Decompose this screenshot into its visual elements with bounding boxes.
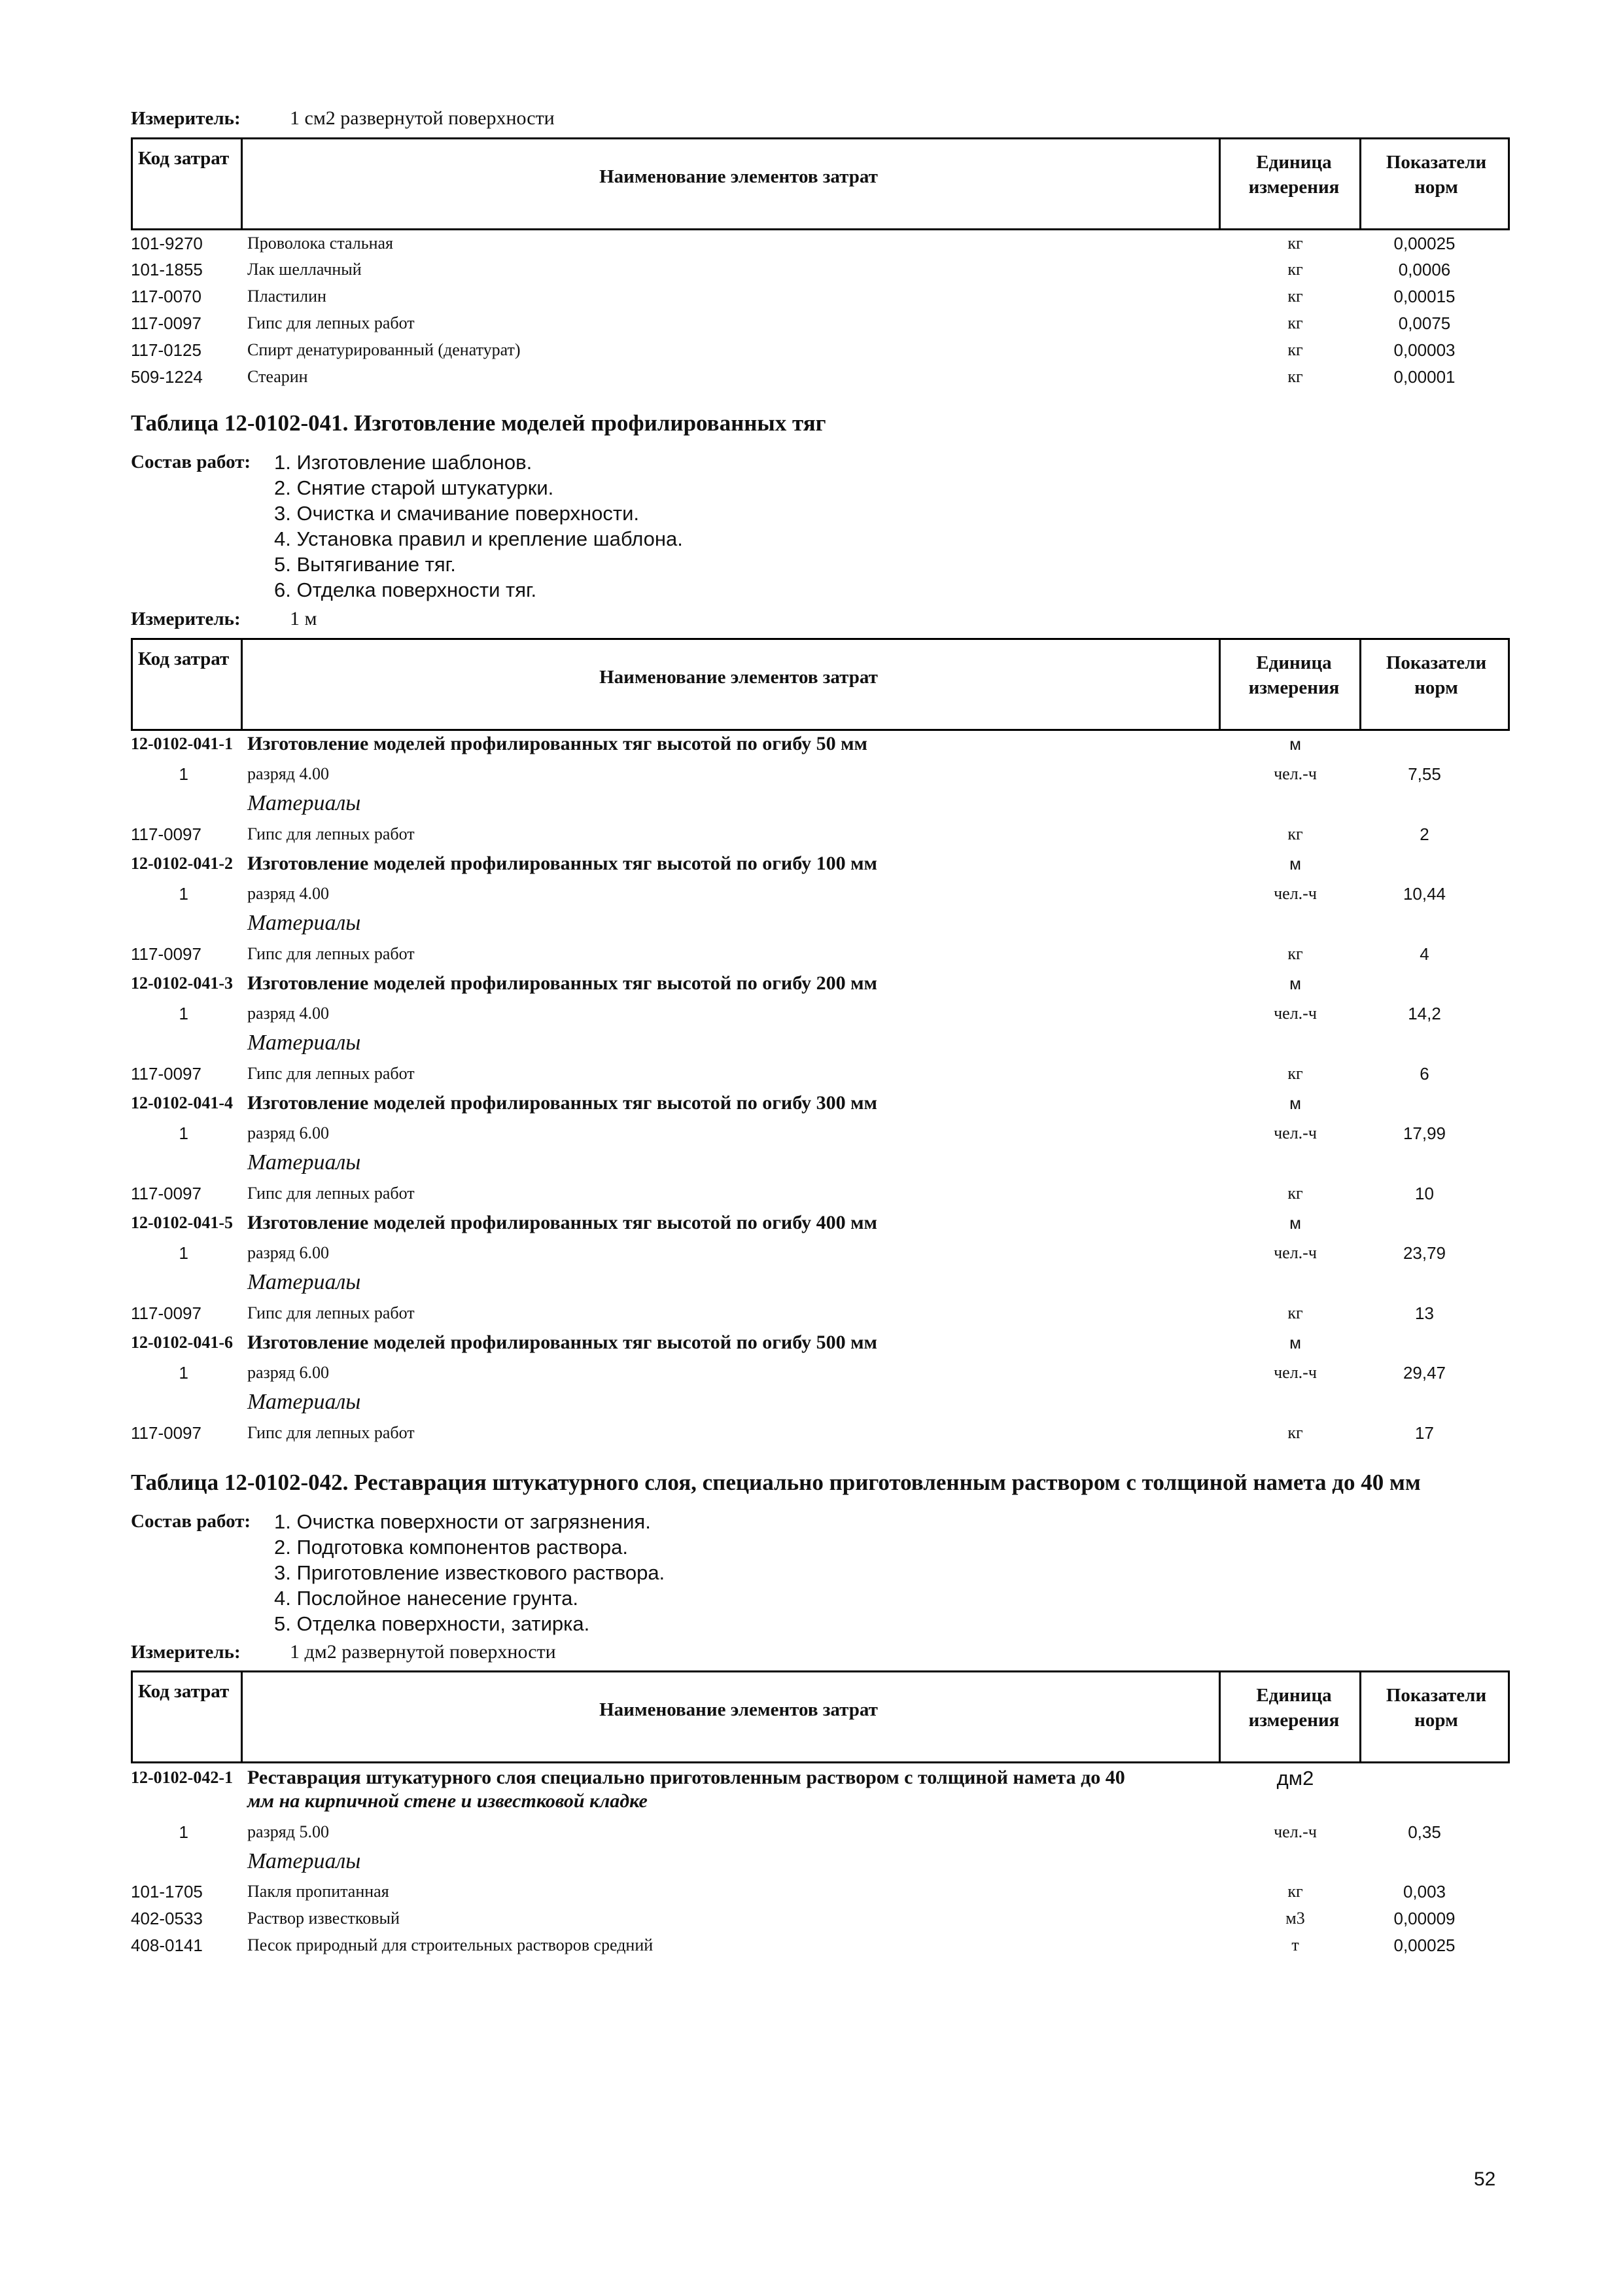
mat-unit: т [1291, 1935, 1299, 1954]
row-unit: кг [1287, 340, 1303, 359]
mat-norm: 0,00025 [1393, 1935, 1456, 1955]
item-unit: м [1289, 974, 1301, 993]
labor-unit: чел.-ч [1274, 1363, 1317, 1382]
table-header [131, 137, 1510, 230]
row-unit: кг [1287, 234, 1303, 253]
labor-unit: чел.-ч [1274, 1243, 1317, 1262]
row-norm: 0,00003 [1393, 340, 1456, 360]
mat-norm: 17 [1415, 1423, 1434, 1443]
item-title-cont: мм на кирпичной стене и известковой кладке [247, 1790, 648, 1812]
mat-unit: кг [1287, 1423, 1303, 1442]
work-step: 1. Изготовление шаблонов. [274, 451, 532, 474]
header-name: Наименование элементов затрат [599, 1699, 878, 1720]
row-code: 117-0125 [131, 340, 201, 360]
row-name: Стеарин [247, 367, 308, 386]
labor-code: 1 [179, 1123, 188, 1143]
row-code: 117-0097 [131, 313, 201, 333]
item-code: 12-0102-041-4 [131, 1093, 233, 1112]
row-code: 117-0070 [131, 287, 201, 306]
mat-name: Песок природный для строительных растворов средний [247, 1935, 654, 1954]
mat-code: 408-0141 [131, 1935, 203, 1955]
work-step: 5. Вытягивание тяг. [274, 553, 456, 576]
labor-unit: чел.-ч [1274, 1004, 1317, 1023]
work-step: 5. Отделка поверхности, затирка. [274, 1612, 590, 1635]
materials-label: Материалы [247, 1270, 361, 1294]
materials-label: Материалы [247, 1390, 361, 1414]
mat-unit: кг [1287, 1064, 1303, 1083]
row-name: Пластилин [247, 287, 326, 306]
mat-code: 117-0097 [131, 1423, 201, 1443]
labor-name: разряд 6.00 [247, 1123, 329, 1142]
work-step: 1. Очистка поверхности от загрязнения. [274, 1510, 651, 1533]
mat-norm: 0,003 [1403, 1882, 1446, 1901]
mat-code: 402-0533 [131, 1909, 203, 1928]
header-unit: Единица измерения [1248, 152, 1340, 198]
row-name: Проволока стальная [247, 234, 394, 253]
work-step: 4. Установка правил и крепление шаблона. [274, 527, 683, 550]
mat-name: Гипс для лепных работ [247, 824, 415, 843]
mat-code: 117-0097 [131, 824, 201, 844]
work-label: Состав работ: [131, 451, 251, 472]
mat-code: 117-0097 [131, 1064, 201, 1084]
row-norm: 0,00025 [1393, 234, 1456, 253]
row-name: Лак шеллачный [247, 260, 362, 279]
meter-value: 1 см2 развернутой поверхности [290, 107, 555, 129]
row-code: 509-1224 [131, 367, 203, 387]
row-unit: кг [1287, 260, 1303, 279]
item-code: 12-0102-041-5 [131, 1213, 233, 1232]
row-unit: кг [1287, 367, 1303, 386]
mat-name: Раствор известковый [247, 1909, 400, 1928]
header-unit: Единица измерения [1248, 1685, 1340, 1731]
header-norm: Показатели норм [1386, 652, 1487, 698]
header-name: Наименование элементов затрат [599, 166, 878, 187]
labor-code: 1 [179, 764, 188, 784]
labor-norm: 7,55 [1408, 764, 1441, 784]
work-step: 2. Снятие старой штукатурки. [274, 476, 554, 499]
meter-label: Измеритель: [131, 1642, 241, 1663]
table-042-title: Таблица 12-0102-042. Реставрация штукатурного слоя, специально приготовленным раствором с толщиной намета до 40 мм [131, 1470, 1421, 1495]
row-code: 101-1855 [131, 260, 203, 279]
labor-name: разряд 6.00 [247, 1243, 329, 1262]
mat-name: Гипс для лепных работ [247, 1064, 415, 1083]
row-norm: 0,00001 [1393, 367, 1456, 387]
table-header [131, 1670, 1510, 1763]
item-code: 12-0102-041-2 [131, 854, 233, 873]
header-norm: Показатели норм [1386, 1685, 1487, 1731]
row-norm: 0,0006 [1398, 260, 1451, 279]
work-step: 3. Приготовление известкового раствора. [274, 1561, 665, 1584]
item-title: Реставрация штукатурного слоя специально приготовленным раствором с толщиной намета до 40 [247, 1767, 1125, 1788]
header-code: Код затрат [138, 648, 230, 669]
mat-norm: 6 [1420, 1064, 1429, 1084]
mat-norm: 0,00009 [1393, 1909, 1456, 1928]
item-unit: м [1289, 1213, 1301, 1233]
mat-name: Гипс для лепных работ [247, 944, 415, 963]
labor-unit: чел.-ч [1274, 1822, 1317, 1841]
mat-norm: 4 [1420, 944, 1429, 964]
table-header [131, 638, 1510, 731]
labor-norm: 14,2 [1408, 1004, 1441, 1023]
item-unit: м [1289, 1333, 1301, 1352]
mat-name: Пакля пропитанная [247, 1882, 389, 1901]
row-unit: кг [1287, 313, 1303, 332]
item-unit: м [1289, 1093, 1301, 1113]
mat-code: 117-0097 [131, 944, 201, 964]
row-name: Гипс для лепных работ [247, 313, 415, 332]
labor-unit: чел.-ч [1274, 764, 1317, 783]
row-norm: 0,00015 [1393, 287, 1456, 306]
labor-name: разряд 4.00 [247, 764, 329, 783]
labor-norm: 0,35 [1408, 1822, 1441, 1842]
materials-label: Материалы [247, 791, 361, 815]
materials-label: Материалы [247, 1150, 361, 1174]
materials-label: Материалы [247, 1031, 361, 1055]
materials-label: Материалы [247, 1849, 361, 1873]
labor-unit: чел.-ч [1274, 884, 1317, 903]
meter-value: 1 дм2 развернутой поверхности [290, 1641, 556, 1663]
mat-norm: 2 [1420, 824, 1429, 844]
mat-unit: кг [1287, 824, 1303, 843]
header-unit: Единица измерения [1248, 652, 1340, 698]
item-code: 12-0102-041-3 [131, 974, 233, 993]
table-041-title: Таблица 12-0102-041. Изготовление моделей профилированных тяг [131, 410, 826, 436]
item-title: Изготовление моделей профилированных тяг высотой по огибу 50 мм [247, 733, 867, 754]
mat-norm: 10 [1415, 1184, 1434, 1203]
labor-code: 1 [179, 1004, 188, 1023]
work-step: 3. Очистка и смачивание поверхности. [274, 502, 640, 525]
item-title: Изготовление моделей профилированных тяг высотой по огибу 300 мм [247, 1092, 877, 1114]
work-step: 4. Послойное нанесение грунта. [274, 1587, 578, 1610]
meter-label: Измеритель: [131, 108, 241, 129]
item-unit: м [1289, 854, 1301, 874]
item-title: Изготовление моделей профилированных тяг высотой по огибу 200 мм [247, 972, 877, 994]
mat-code: 117-0097 [131, 1303, 201, 1323]
mat-name: Гипс для лепных работ [247, 1303, 415, 1322]
work-steps [274, 450, 683, 603]
mat-name: Гипс для лепных работ [247, 1423, 415, 1442]
header-name: Наименование элементов затрат [599, 667, 878, 688]
work-label: Состав работ: [131, 1511, 251, 1532]
row-norm: 0,0075 [1398, 313, 1451, 333]
row-code: 101-9270 [131, 234, 203, 253]
page-number: 52 [1474, 2168, 1496, 2190]
item-title: Изготовление моделей профилированных тяг высотой по огибу 500 мм [247, 1332, 877, 1353]
labor-code: 1 [179, 1243, 188, 1263]
meter-label: Измеритель: [131, 609, 241, 629]
materials-label: Материалы [247, 911, 361, 935]
work-step: 2. Подготовка компонентов раствора. [274, 1536, 629, 1559]
item-unit: дм2 [1276, 1767, 1314, 1790]
work-step: 6. Отделка поверхности тяг. [274, 578, 537, 601]
labor-name: разряд 6.00 [247, 1363, 329, 1382]
item-title: Изготовление моделей профилированных тяг высотой по огибу 400 мм [247, 1212, 877, 1233]
row-unit: кг [1287, 287, 1303, 306]
item-unit: м [1289, 734, 1301, 754]
mat-name: Гипс для лепных работ [247, 1184, 415, 1203]
header-code: Код затрат [138, 148, 230, 169]
labor-norm: 29,47 [1403, 1363, 1446, 1383]
labor-name: разряд 4.00 [247, 884, 329, 903]
labor-unit: чел.-ч [1274, 1123, 1317, 1142]
mat-unit: кг [1287, 1303, 1303, 1322]
header-norm: Показатели норм [1386, 152, 1487, 198]
mat-code: 117-0097 [131, 1184, 201, 1203]
item-title: Изготовление моделей профилированных тяг высотой по огибу 100 мм [247, 853, 877, 874]
header-code: Код затрат [138, 1681, 230, 1702]
mat-code: 101-1705 [131, 1882, 203, 1901]
labor-name: разряд 4.00 [247, 1004, 329, 1023]
labor-norm: 17,99 [1403, 1123, 1446, 1143]
labor-code: 1 [179, 884, 188, 904]
meter-value: 1 м [290, 608, 317, 629]
row-name: Спирт денатурированный (денатурат) [247, 340, 521, 359]
mat-unit: кг [1287, 1882, 1303, 1901]
item-code: 12-0102-041-6 [131, 1333, 233, 1352]
item-code: 12-0102-042-1 [131, 1768, 233, 1787]
labor-code: 1 [179, 1363, 188, 1383]
mat-norm: 13 [1415, 1303, 1434, 1323]
mat-unit: м3 [1285, 1909, 1305, 1928]
work-steps [274, 1509, 665, 1636]
mat-unit: кг [1287, 1184, 1303, 1203]
item-code: 12-0102-041-1 [131, 734, 233, 753]
labor-code: 1 [179, 1822, 188, 1842]
labor-norm: 23,79 [1403, 1243, 1446, 1263]
labor-norm: 10,44 [1403, 884, 1446, 904]
labor-name: разряд 5.00 [247, 1822, 329, 1841]
mat-unit: кг [1287, 944, 1303, 963]
